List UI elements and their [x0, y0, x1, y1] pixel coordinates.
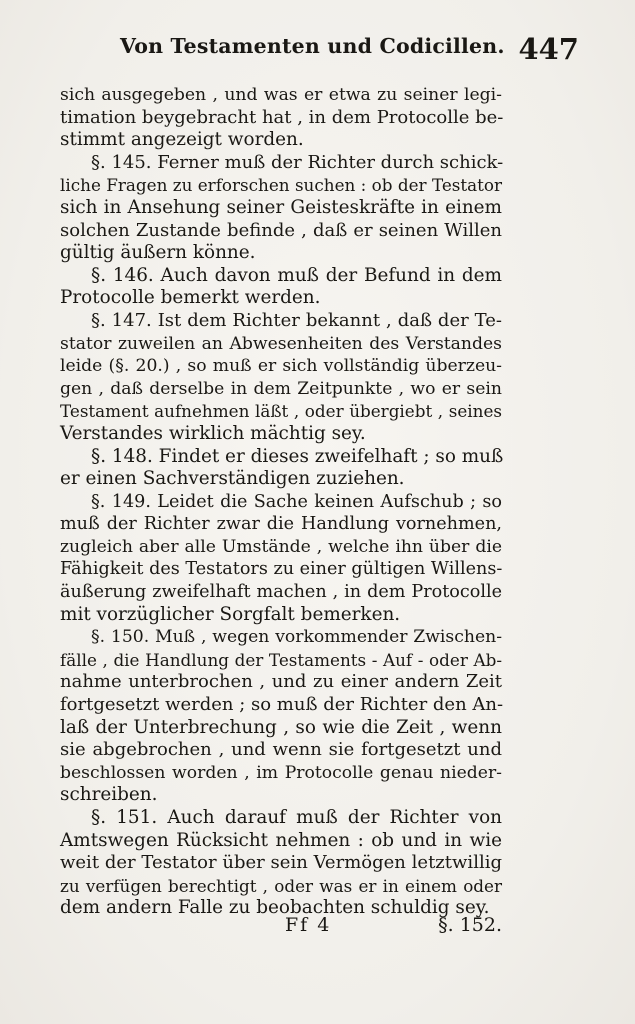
text-line: mit vorzüglicher Sorgfalt bemerken. — [60, 603, 401, 625]
page-footer — [60, 914, 502, 942]
text-line: dem andern Falle zu beobachten schuldig sey. — [60, 897, 490, 919]
text-line: stimmt angezeigt worden. — [60, 129, 304, 151]
running-title: Von Testamenten und Codicillen. — [120, 34, 505, 58]
text-line: zugleich aber alle Umstände , welche ihn über die — [60, 536, 502, 557]
text-line: muß der Richter zwar die Handlung vornehmen, — [60, 514, 502, 535]
text-line: §. 145. Ferner muß der Richter durch schick- — [91, 151, 504, 173]
text-line: §. 149. Leidet die Sache keinen Aufschub ; so — [91, 491, 502, 512]
text-line: leide (§. 20.) , so muß er sich vollständig überzeu- — [60, 356, 502, 377]
catchword: §. 152. — [438, 914, 502, 936]
text-line: er einen Sachverständigen zuziehen. — [60, 468, 405, 490]
text-line: §. 150. Muß , wegen vorkommender Zwischen- — [91, 627, 502, 648]
text-line: §. 147. Ist dem Richter bekannt , daß der Te- — [91, 309, 502, 331]
text-line: §. 148. Findet er dieses zweifelhaft ; so muß — [91, 445, 504, 467]
text-line: §. 146. Auch davon muß der Befund in dem — [91, 264, 502, 286]
page-number: 447 — [518, 32, 579, 66]
printer-signature: Ff 4 — [285, 914, 332, 936]
text-line: äußerung zweifelhaft machen , in dem Protocolle — [60, 582, 502, 603]
text-line: fälle , die Handlung der Testaments - Auf - oder Ab- — [60, 649, 502, 670]
text-line: nahme unterbrochen , und zu einer andern Zeit — [60, 671, 502, 693]
text-line: sie abgebrochen , und wenn sie fortgesetzt und — [60, 739, 502, 761]
page-header — [60, 30, 579, 74]
text-line: gen , daß derselbe in dem Zeitpunkte , wo er sein — [60, 378, 502, 399]
text-line: beschlossen worden , im Protocolle genau nieder- — [60, 762, 502, 783]
text-line: liche Fragen zu erforschen suchen : ob der Testator — [60, 175, 502, 196]
text-line: Protocolle bemerkt werden. — [60, 287, 321, 309]
text-line: Fähigkeit des Testators zu einer gültigen Willens- — [60, 559, 503, 580]
text-line: gültig äußern könne. — [60, 242, 256, 264]
text-line: stator zuweilen an Abwesenheiten des Verstandes — [60, 333, 502, 354]
text-line: timation beygebracht hat , in dem Protocolle be- — [60, 106, 504, 128]
text-line: solchen Zustande befinde , daß er seinen Willen — [60, 219, 502, 241]
text-line: laß der Unterbrechung , so wie die Zeit , wenn — [60, 716, 502, 738]
text-line: weit der Testator über sein Vermögen letztwillig — [60, 852, 502, 874]
text-line: fortgesetzt werden ; so muß der Richter den An- — [60, 694, 504, 716]
text-line: Testament aufnehmen läßt , oder übergiebt , seines — [60, 401, 502, 422]
text-line: schreiben. — [60, 784, 158, 806]
text-line: §. 151. Auch darauf muß der Richter von — [91, 807, 502, 828]
body-text — [60, 84, 502, 920]
text-line: sich in Ansehung seiner Geisteskräfte in einem — [60, 196, 502, 218]
text-line: Verstandes wirklich mächtig sey. — [60, 422, 366, 444]
text-line: sich ausgegeben , und was er etwa zu seiner legi- — [60, 85, 502, 105]
text-line: Amtswegen Rücksicht nehmen : ob und in wie — [60, 829, 502, 851]
text-line: zu verfügen berechtigt , oder was er in einem oder — [60, 875, 502, 896]
